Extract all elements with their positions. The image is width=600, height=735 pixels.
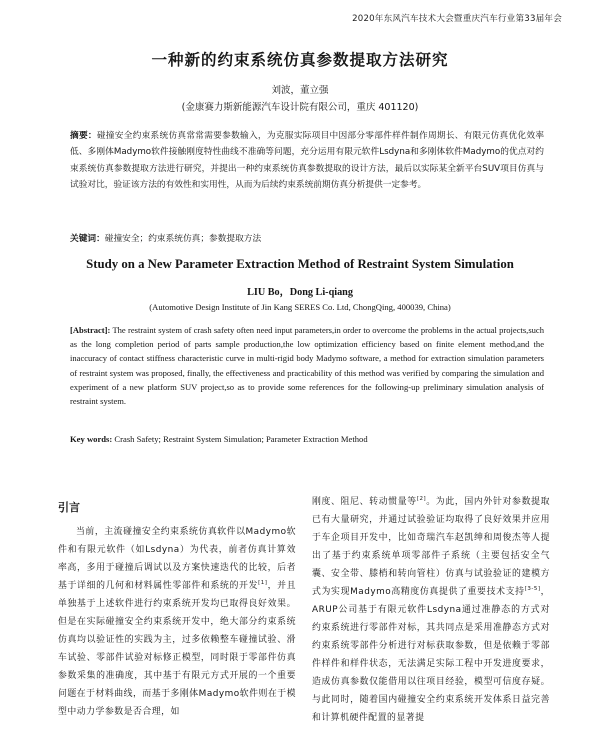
section-title: 引言 [58,501,80,514]
abstract-en [70,323,544,408]
abstract-en-text: The restraint system of crash safety often need input parameters,in order to overcome the problems in the actual projects,such as the long completion period of parts sample production,the low optimization efficiency based on finite element method,and the inaccuracy of contact stiffness characteristic curve in multi-rigid body Madymo software, a method for extraction simulation parameters of restraint system was proposed, finally, the effectiveness and practicability of this method was verified by comparing the simulation and experiment of a new platform SUV project,so as to provide some references for the following-up preliminary simulation analysis of restraint system. [70,325,544,407]
authors-en: LIU Bo，Dong Li-qiang [247,287,353,298]
abstract-en-label: [Abstract]: [70,325,111,335]
right-paragraph-part-3: ，ARUP公司基于有限元软件Lsdyna通过准静态的方式对约束系统进行零部件对标，其共同点是采用准静态方式对约束系统零部件分析进行对标获取参数，但是依赖于零部件样件和样件状态，无法满足实际工程中开发进度要求，造成仿真参数仅能借用以往项目经验，模型可信度存疑。与此同时，随着国内碰撞安全约束系统开发体系日益完善和计算机硬件配置的显著提 [312,587,550,723]
keywords-cn [70,232,544,244]
affiliation-en: (Automotive Design Institute of Jin Kang SERES Co. Ltd, ChongQing, 400039, China) [149,302,451,312]
citation-ref: [3-5] [524,586,541,593]
keywords-cn-text: 碰撞安全；约束系统仿真；参数提取方法 [104,234,262,244]
keywords-cn-label: 关键词： [70,234,105,244]
body-left-column [58,523,296,721]
citation-ref: [1] [258,580,268,587]
abstract-cn [70,128,544,193]
affiliation-cn: (金康赛力斯新能源汽车设计院有限公司，重庆 401120) [181,102,419,113]
right-paragraph-part-1: 刚度、阻尼、转动惯量等 [312,497,417,507]
keywords-en-text: Crash Safety; Restraint System Simulation; Parameter Extraction Method [114,434,368,444]
citation-ref: [2] [416,496,427,503]
paper-title-cn: 一种新的约束系统仿真参数提取方法研究 [151,51,449,69]
right-paragraph-part-2: 。为此，国内外针对参数提取已有大量研究，并通过试验验证均取得了良好效果并应用于车企项目开发中，比如奇瑞汽车赵凯绅和周俊杰等人提出了基于约束系统单项零部件子系统（主要包括安全气囊、安全带、膝梢和转向管柱）仿真与试验验证的建模方式为实现Madymo高精度仿真提供了重要技术支持 [312,497,551,597]
left-paragraph-part-2: ，并且单独基于上述软件进行约束系统开发均已取得良好效果。但是在实际碰撞安全约束系统开发中，绝大部分约束系统仿真均以验证性的实践为主，过多依赖整车碰撞试验、滑车试验、零部件试验对标修正模型，同时限于零部件仿真参数采集的准确度，其中基于有限元方式开展的一个重要问题在于材料曲线，而基于多刚体Madymo软件则在于模型中动力学参数是否合理，如 [58,581,297,717]
keywords-en [70,434,544,444]
authors-cn: 刘波，董立强 [271,85,329,96]
body-right-column [312,493,550,727]
keywords-en-label: Key words: [70,434,113,444]
paper-title-en: Study on a New Parameter Extraction Method of Restraint System Simulation [86,257,514,271]
abstract-cn-text: 碰撞安全约束系统仿真常常需要参数输入，为克服实际项目中因部分零部件样件制作周期长、有限元仿真优化效率低、多刚体Madymo软件接触刚度特性曲线不准确等问题，充分运用有限元软件Lsdyna和多刚体软件Madymo的优点对约束系统仿真参数提取方法进行研究，并提出一种约束系统仿真参数提取的设计方法，最后以实际某全新平台SUV项目仿真与试验对比，验证该方法的有效性和实用性，从而为后续约束系统前期仿真分析提供一定参考。 [70,131,545,190]
abstract-cn-label: 摘要： [70,131,97,141]
conference-header: 2020年东风汽车技术大会暨重庆汽车行业第33届年会 [352,14,562,24]
left-paragraph-part-1: 当前，主流碰撞安全约束系统仿真软件以Madymo软件和有限元软件（如Lsdyna）为代表，前者仿真计算效率高，多用于碰撞后调试以及方案快速迭代的比较，后者基于详细的几何和材料属性零部件和系统的开发 [58,527,296,591]
